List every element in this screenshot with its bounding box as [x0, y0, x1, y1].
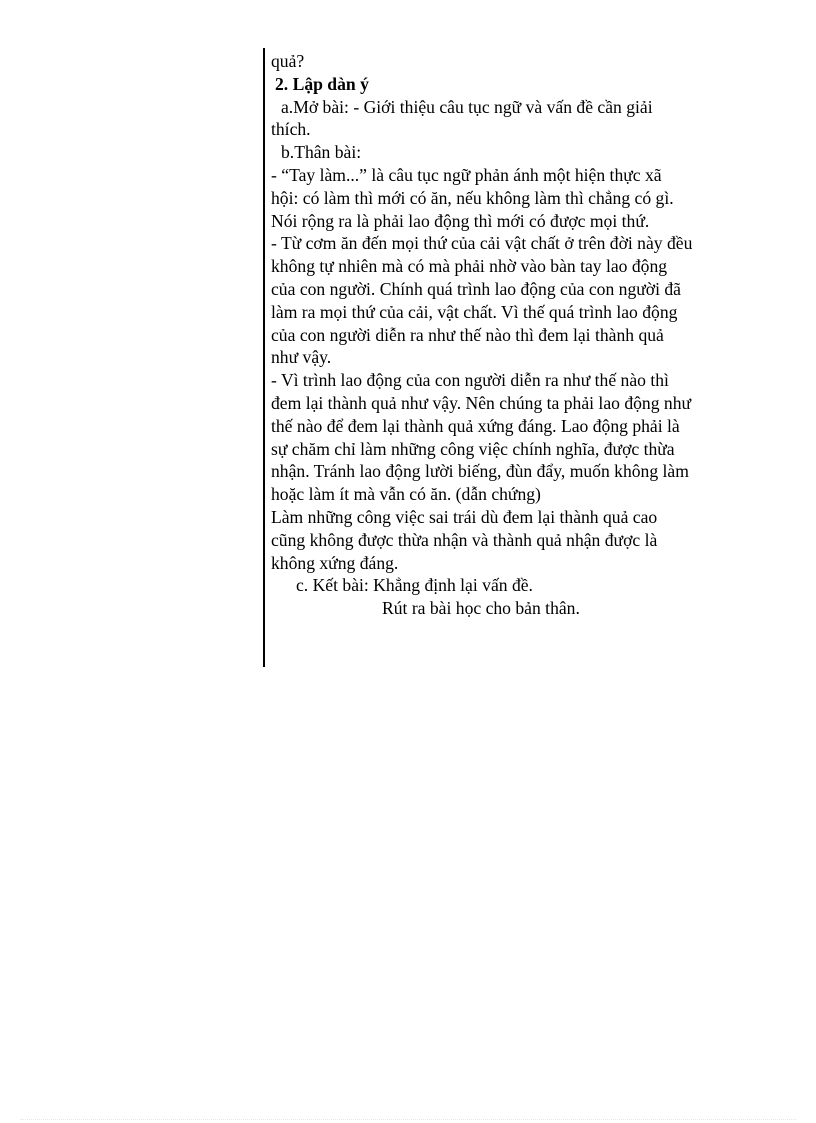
text-line: của con người. Chính quá trình lao động của con người đã	[271, 278, 681, 299]
text-line: nhận. Tránh lao động lười biếng, đùn đẩy, muốn không làm	[271, 461, 689, 482]
document-body	[271, 50, 723, 620]
section-heading: 2. Lập dàn ý	[275, 73, 369, 94]
text-line: hoặc làm ít mà vẫn có ăn. (dẫn chứng)	[271, 484, 541, 505]
text-line: quả?	[271, 51, 305, 71]
text-line: - Từ cơm ăn đến mọi thứ của cải vật chất ở trên đời này đều	[271, 233, 693, 254]
text-line: - Vì trình lao động của con người diễn ra như thế nào thì	[271, 370, 669, 391]
text-line: làm ra mọi thứ của cải, vật chất. Vì thế quá trình lao động	[271, 301, 678, 322]
text-line: thế nào để đem lại thành quả xứng đáng. Lao động phải là	[271, 415, 680, 436]
text-line: đem lại thành quả như vậy. Nên chúng ta phải lao động như	[271, 392, 692, 413]
text-line: - “Tay làm...” là câu tục ngữ phản ánh một hiện thực xã	[271, 164, 662, 185]
text-line: c. Kết bài: Khẳng định lại vấn đề.	[296, 575, 533, 596]
text-line: của con người diễn ra như thế nào thì đem lại thành quả	[271, 324, 664, 345]
text-line: b.Thân bài:	[281, 142, 362, 163]
text-line: hội: có làm thì mới có ăn, nếu không làm thì chẳng có gì.	[271, 187, 674, 208]
text-line: như vậy.	[271, 347, 332, 368]
text-line: Nói rộng ra là phải lao động thì mới có được mọi thứ.	[271, 210, 650, 231]
table-left-border	[263, 48, 265, 667]
text-line: cũng không được thừa nhận và thành quả nhận được là	[271, 529, 658, 550]
text-line: Làm những công việc sai trái dù đem lại thành quả cao	[271, 506, 658, 527]
text-line: thích.	[271, 119, 311, 140]
text-line: không xứng đáng.	[271, 552, 399, 573]
text-line: a.Mở bài: - Giới thiệu câu tục ngữ và vấn đề cần giải	[281, 96, 653, 117]
text-line: sự chăm chỉ làm những công việc chính nghĩa, được thừa	[271, 438, 675, 459]
page-bottom-rule	[20, 1119, 796, 1120]
text-line: không tự nhiên mà có mà phải nhờ vào bàn tay lao động	[271, 256, 668, 277]
text-line: Rút ra bài học cho bản thân.	[382, 598, 580, 619]
